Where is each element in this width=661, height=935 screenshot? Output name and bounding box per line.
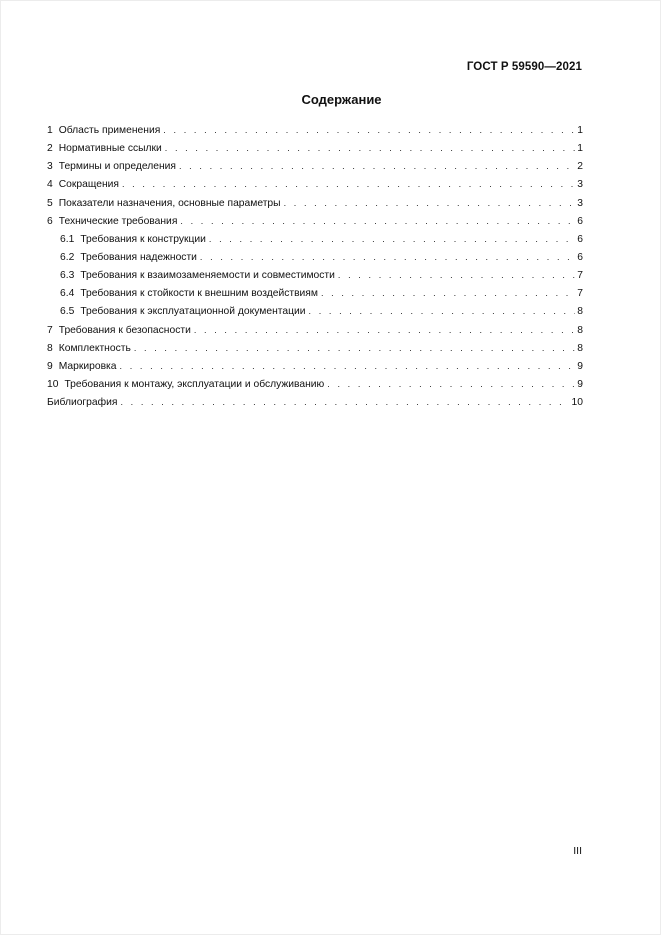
page-number: III	[573, 845, 582, 857]
toc-entry-number: 6	[47, 215, 53, 227]
toc-entry[interactable]	[47, 357, 583, 375]
toc-entry-number: 5	[47, 197, 53, 209]
toc-entry-page: 3	[577, 197, 583, 209]
toc-entry-page: 1	[577, 143, 583, 155]
toc-entry[interactable]	[47, 175, 583, 193]
toc-entry-label	[60, 285, 318, 303]
toc-entry-number: 7	[47, 324, 53, 336]
toc-entry-label	[47, 176, 119, 194]
toc-entry-number: 6.2	[60, 251, 75, 263]
toc-entry-page: 7	[577, 270, 583, 282]
toc-entry-page: 6	[577, 233, 583, 245]
toc-entry-label	[47, 394, 117, 412]
toc-entry-number: 4	[47, 179, 53, 191]
toc-dot-leader	[165, 139, 575, 157]
toc-entry[interactable]	[47, 284, 583, 302]
toc-dot-leader	[194, 321, 575, 339]
toc-entry-page: 3	[577, 179, 583, 191]
toc-dot-leader	[321, 284, 575, 302]
toc-dot-leader	[180, 212, 575, 230]
toc-entry-number: 6.1	[60, 233, 75, 245]
toc-entry-text: Сокращения	[58, 179, 119, 191]
toc-entry[interactable]	[47, 121, 583, 139]
toc-entry-page: 8	[577, 342, 583, 354]
toc-dot-leader	[209, 230, 575, 248]
toc-entry-page: 8	[577, 306, 583, 318]
toc-entry[interactable]	[47, 266, 583, 284]
toc-entry-text: Требования к конструкции	[80, 233, 206, 245]
toc-entry-page: 2	[577, 161, 583, 173]
toc-entry[interactable]	[47, 302, 583, 320]
toc-entry-label	[60, 267, 335, 285]
toc-dot-leader	[179, 157, 575, 175]
toc-entry-label	[47, 358, 117, 376]
toc-entry-number: 2	[47, 143, 53, 155]
toc-dot-leader	[284, 194, 576, 212]
toc-entry-text: Требования к стойкости к внешним воздействиям	[80, 288, 318, 300]
toc-entry[interactable]	[47, 248, 583, 266]
toc-entry-text: Требования к монтажу, эксплуатации и обслуживанию	[64, 378, 325, 390]
toc-dot-leader	[327, 375, 575, 393]
toc-entry-label	[47, 213, 177, 231]
toc-entry-text: Область применения	[58, 125, 161, 136]
toc-entry-text: Требования надежности	[80, 251, 197, 263]
toc-entry-number: 6.5	[60, 306, 75, 318]
toc-entry-text: Библиография	[47, 397, 118, 409]
toc-dot-leader	[200, 248, 575, 266]
toc-entry-number: 1	[47, 125, 53, 136]
toc-entry-label	[60, 231, 206, 249]
toc-entry-text: Технические требования	[58, 215, 178, 227]
toc-entry-page: 8	[577, 324, 583, 336]
toc-entry[interactable]	[47, 139, 583, 157]
toc-entry[interactable]	[47, 321, 583, 339]
toc-entry-text: Требования к эксплуатационной документации	[80, 306, 306, 318]
toc-entry-text: Комплектность	[58, 342, 131, 354]
toc-entry-number: 3	[47, 161, 53, 173]
document-code: ГОСТ Р 59590—2021	[466, 61, 582, 73]
toc-entry[interactable]	[47, 375, 583, 393]
toc-entry-page: 7	[577, 288, 583, 300]
toc-entry[interactable]	[47, 212, 583, 230]
toc-entry[interactable]	[47, 393, 583, 411]
toc-dot-leader	[338, 266, 575, 284]
toc-entry-text: Требования к взаимозаменяемости и совместимости	[80, 270, 335, 282]
toc-title: Содержание	[301, 92, 382, 107]
toc-entry-label	[47, 340, 131, 358]
toc-entry[interactable]	[47, 339, 583, 357]
toc-entry[interactable]	[47, 230, 583, 248]
toc-entry-label	[47, 195, 281, 213]
toc-entry-text: Термины и определения	[58, 161, 176, 173]
toc-entry-number: 10	[47, 378, 59, 390]
toc-dot-leader	[134, 339, 575, 357]
toc-dot-leader	[120, 357, 576, 375]
toc-entry-page: 9	[577, 378, 583, 390]
toc-dot-leader	[122, 175, 575, 193]
toc-entry-page: 6	[577, 215, 583, 227]
toc-dot-leader	[163, 121, 575, 139]
toc-entry-number: 6.4	[60, 288, 75, 300]
toc-dot-leader	[309, 302, 576, 320]
toc-entry-text: Нормативные ссылки	[58, 143, 162, 155]
toc-entry[interactable]	[47, 157, 583, 175]
toc-entry[interactable]	[47, 194, 583, 212]
toc-entry-number: 9	[47, 360, 53, 372]
toc-entry-label	[47, 122, 160, 140]
toc-entry-number: 8	[47, 342, 53, 354]
toc-entry-text: Показатели назначения, основные параметры	[58, 197, 281, 209]
toc-entry-page: 1	[577, 125, 583, 136]
toc-entry-label	[60, 249, 197, 267]
toc-entry-text: Требования к безопасности	[58, 324, 191, 336]
toc-entry-label	[47, 322, 191, 340]
toc-entry-label	[47, 376, 324, 394]
toc-entry-text: Маркировка	[58, 360, 117, 372]
toc-entry-label	[60, 303, 306, 321]
toc-entry-page: 6	[577, 251, 583, 263]
toc-entry-label	[47, 158, 176, 176]
table-of-contents	[47, 121, 583, 411]
toc-entry-number: 6.3	[60, 270, 75, 282]
toc-entry-page: 10	[571, 397, 583, 409]
toc-dot-leader	[120, 393, 569, 411]
toc-entry-label	[47, 140, 162, 158]
toc-entry-page: 9	[577, 360, 583, 372]
